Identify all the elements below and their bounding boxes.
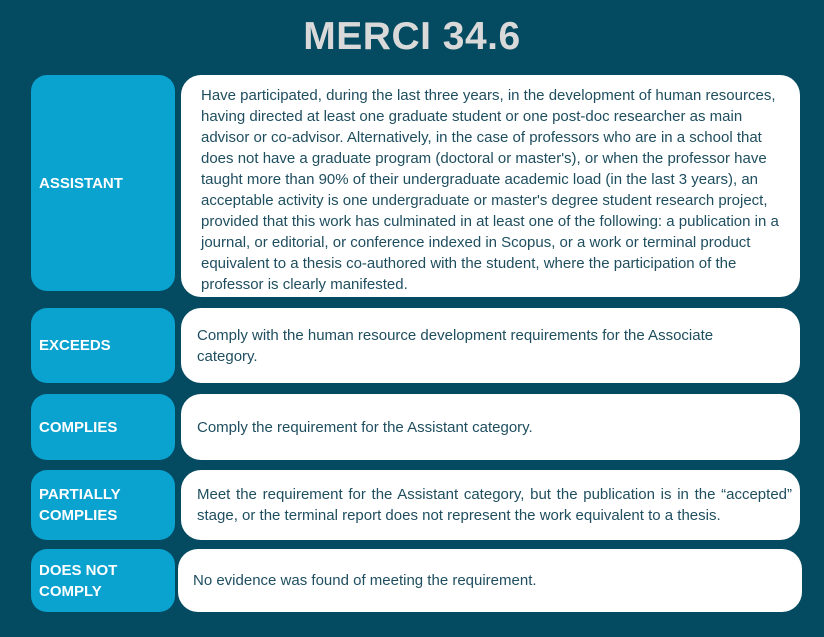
criteria-description-assistant [181,75,800,297]
criteria-label-text: PARTIALLY COMPLIES [39,486,121,524]
criteria-description-complies [181,394,800,460]
criteria-description-text: Meet the requirement for the Assistant category, but the publication is in the “accepted” stage, or the terminal report does not represent the work equivalent to a thesis. [197,486,792,524]
criteria-label-assistant [31,75,175,291]
criteria-label-exceeds [31,308,175,383]
criteria-label-text: EXCEEDS [39,337,111,354]
criteria-label-text: COMPLIES [39,418,118,436]
criteria-description-exceeds [181,308,800,383]
criteria-label-complies [31,394,175,460]
criteria-label-text: DOES NOT COMPLY [39,561,118,600]
page-title: MERCI 34.6 [303,15,521,58]
criteria-description-text: Have participated, during the last three years, in the development of human resources, having directed at least one graduate student or one post-doc researcher as main advisor or co-advisor. Alternatively, in the case of professors who are in a school that does not have a graduate program (doctoral or master's), or when the professor have taught more than 90% of their undergraduate academic load (in the last 3 years), an acceptable activity is one undergraduate or master's degree student research project, provided that this work has culminated in at least one of the following: a publication in a journal, or editorial, or conference indexed in Scopus, or a work or terminal product equivalent to a thesis co-authored with the student, where the participation of the professor is clearly manifested. [201,87,779,293]
criteria-label-does-not-comply [31,549,175,612]
criteria-label-text: ASSISTANT [39,174,123,192]
criteria-label-partially-complies [31,470,175,540]
criteria-description-text: Comply with the human resource development requirements for the Associate category. [197,326,714,365]
criteria-description-does-not-comply [178,549,802,612]
criteria-description-text: Comply the requirement for the Assistant category. [197,418,533,436]
criteria-description-partially-complies [181,470,800,540]
criteria-description-text: No evidence was found of meeting the requirement. [193,572,537,589]
